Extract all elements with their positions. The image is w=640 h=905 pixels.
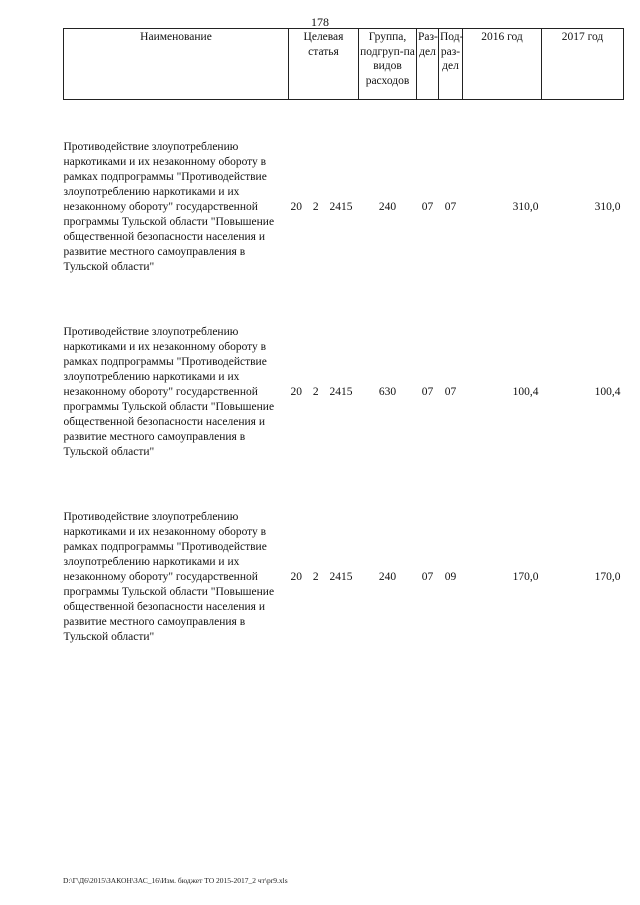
row-group: 240	[378, 571, 397, 583]
row-name: Противодействие злоупотреблению наркотиками и их незаконному обороту в рамках подпрограммы "Противодействие злоупотреблению наркотиками и их незаконному обороту" государственной программы Тульской области "Повышение общественной безопасности населения и развитие местного самоуправления в Тульской области"	[63, 141, 275, 273]
table-row	[64, 140, 624, 275]
row-group: 240	[378, 201, 397, 213]
csr-program: 20	[290, 571, 302, 583]
row-section: 07	[421, 571, 434, 583]
header-2016: 2016 год	[463, 29, 542, 100]
csr-subprogram: 2	[312, 386, 319, 398]
row-subsection: 09	[444, 571, 457, 583]
csr-subprogram: 2	[312, 201, 319, 213]
header-name: Наименование	[64, 29, 289, 100]
csr-direction: 2415	[329, 201, 353, 213]
header-group: Группа, подгруп-па видов расходов	[359, 29, 417, 100]
row-name: Противодействие злоупотреблению наркотиками и их незаконному обороту в рамках подпрограммы "Противодействие злоупотреблению наркотиками и их незаконному обороту" государственной программы Тульской области "Повышение общественной безопасности населения и развитие местного самоуправления в Тульской области"	[63, 511, 275, 643]
row-2016: 100,4	[512, 386, 539, 398]
row-subsection: 07	[444, 201, 457, 213]
csr-subprogram: 2	[312, 571, 319, 583]
csr-direction: 2415	[329, 386, 353, 398]
row-2017: 100,4	[594, 386, 621, 398]
csr-program: 20	[290, 386, 302, 398]
table-row	[64, 325, 624, 460]
row-section: 07	[421, 386, 434, 398]
row-2017: 170,0	[594, 571, 621, 583]
header-target-article: Целевая статья	[289, 29, 359, 100]
header-subsection: Под-раз-дел	[439, 29, 463, 100]
file-path-footer: D:\Г\Д6\2015\ЗАКОН\ЗАС_16\Изм. бюджет ТО 2015-2017_2 чт\pr9.xls	[63, 876, 288, 885]
csr-program: 20	[290, 201, 302, 213]
row-2016: 310,0	[512, 201, 539, 213]
row-target-article	[289, 325, 359, 460]
row-name: Противодействие злоупотреблению наркотиками и их незаконному обороту в рамках подпрограммы "Противодействие злоупотреблению наркотиками и их незаконному обороту" государственной программы Тульской области "Повышение общественной безопасности населения и развитие местного самоуправления в Тульской области"	[63, 326, 275, 458]
row-group: 630	[378, 386, 397, 398]
csr-direction: 2415	[329, 571, 353, 583]
header-section: Раз-дел	[417, 29, 439, 100]
table-row	[64, 510, 624, 645]
table-header-row	[64, 29, 624, 100]
row-target-article	[289, 510, 359, 645]
row-2017: 310,0	[594, 201, 621, 213]
row-2016: 170,0	[512, 571, 539, 583]
row-section: 07	[421, 201, 434, 213]
budget-table	[63, 28, 624, 645]
row-subsection: 07	[444, 386, 457, 398]
row-target-article	[289, 140, 359, 275]
page-number: 178	[311, 15, 329, 29]
header-2017: 2017 год	[542, 29, 624, 100]
